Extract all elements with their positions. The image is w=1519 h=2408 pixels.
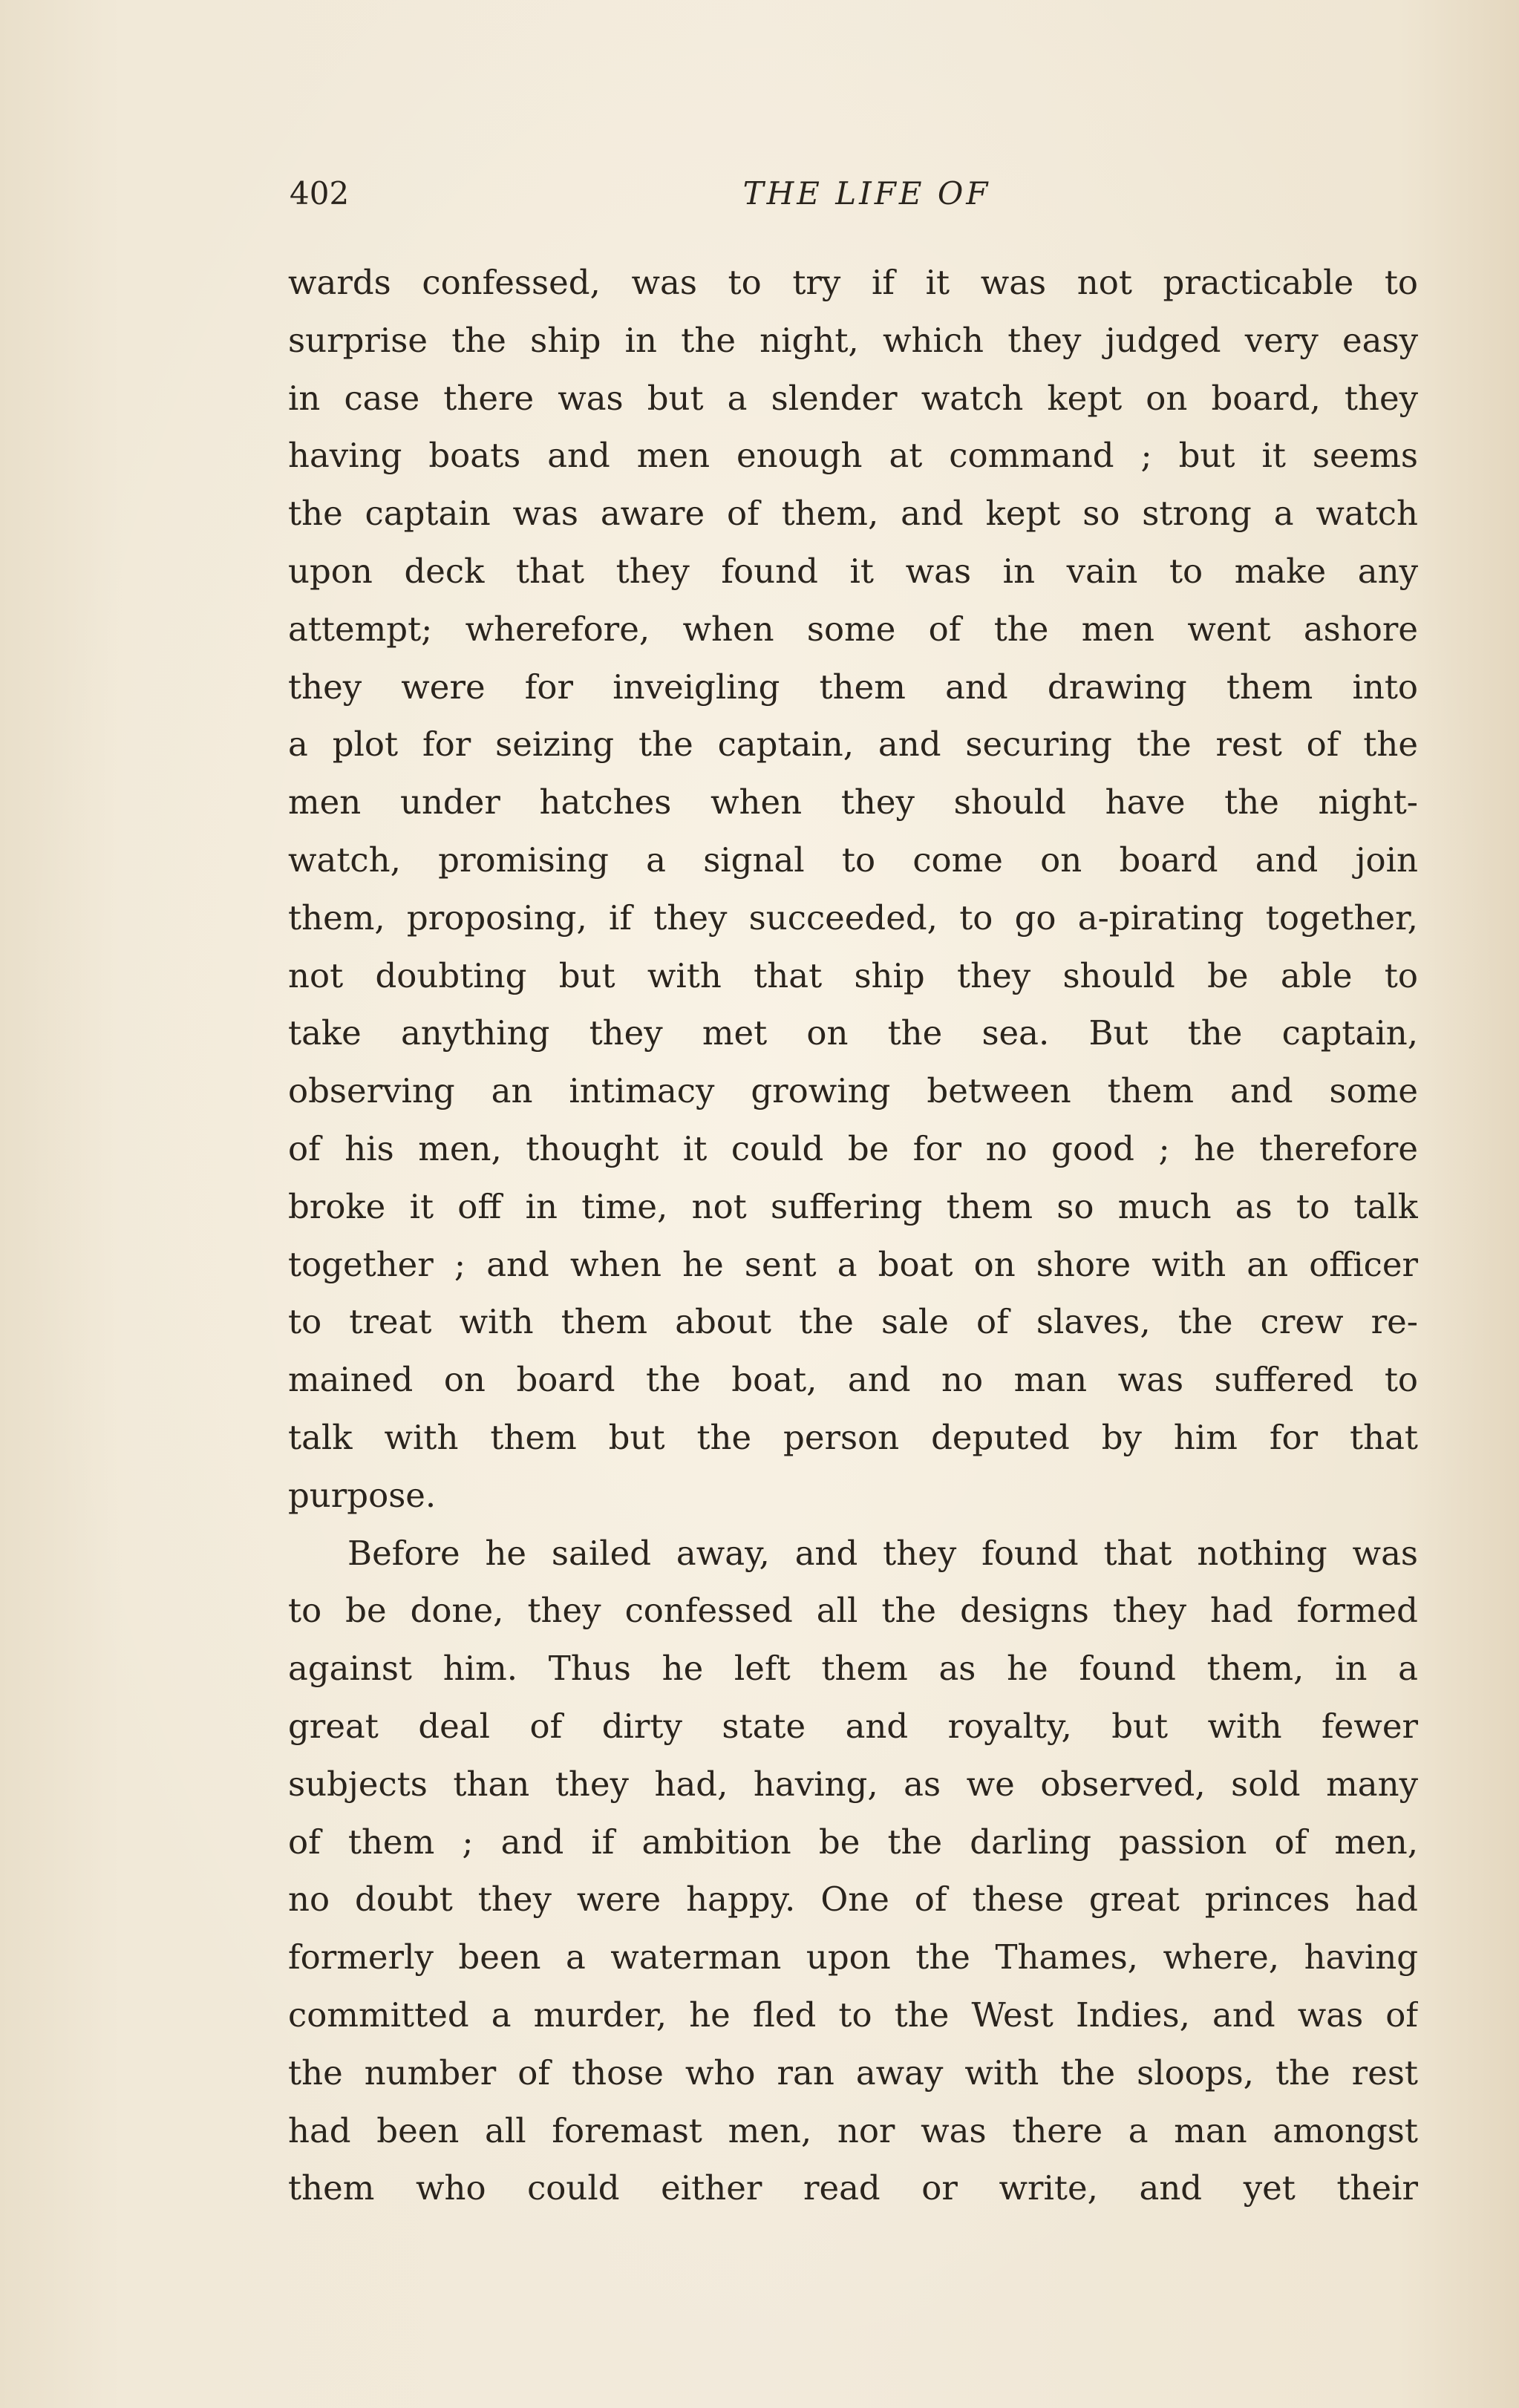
text-line: take anything they met on the sea. But the captain, — [288, 1013, 1418, 1053]
text-line: together ; and when he sent a boat on shore with an officer — [288, 1244, 1418, 1284]
text-line: the captain was aware of them, and kept so strong a watch — [288, 494, 1418, 534]
text-line: Before he sailed away, and they found that nothing was — [347, 1533, 1418, 1573]
text-line: purpose. — [288, 1475, 437, 1515]
text-line: against him. Thus he left them as he found them, in a — [288, 1649, 1418, 1689]
text-line: upon deck that they found it was in vain to make any — [288, 551, 1418, 591]
text-line: not doubting but with that ship they should be able to — [288, 955, 1418, 995]
text-line: subjects than they had, having, as we observed, sold many — [288, 1764, 1418, 1804]
text-line: talk with them but the person deputed by him for that — [288, 1417, 1418, 1457]
text-line: a plot for seizing the captain, and securing the rest of the — [288, 724, 1418, 765]
text-line: to treat with them about the sale of slaves, the crew re- — [288, 1302, 1418, 1342]
text-line: the number of those who ran away with the sloops, the rest — [288, 2052, 1418, 2093]
text-line: in case there was but a slender watch kept on board, they — [288, 378, 1418, 418]
text-line: them who could either read or write, and yet their — [288, 2168, 1418, 2208]
text-line: wards confessed, was to try if it was not practicable to — [288, 263, 1418, 302]
text-line: of his men, thought it could be for no good ; he therefore — [288, 1128, 1418, 1168]
text-line: men under hatches when they should have the night- — [288, 782, 1418, 822]
running-head: THE LIFE OF — [742, 175, 991, 212]
text-line: had been all foremast men, nor was there a man amongst — [288, 2110, 1418, 2150]
text-line: watch, promising a signal to come on board and join — [288, 840, 1418, 880]
text-line: committed a murder, he fled to the West Indies, and was of — [288, 1995, 1418, 2035]
body-text — [288, 254, 1418, 2217]
text-line: of them ; and if ambition be the darling passion of men, — [288, 1822, 1418, 1862]
text-line: no doubt they were happy. One of these great princes had — [288, 1879, 1418, 1920]
text-line: having boats and men enough at command ; but it seems — [288, 436, 1418, 476]
text-line: surprise the ship in the night, which they judged very easy — [288, 320, 1418, 360]
text-line: to be done, they confessed all the designs they had formed — [288, 1591, 1418, 1631]
page-number: 402 — [290, 175, 350, 212]
text-line: broke it off in time, not suffering them so much as to talk — [288, 1186, 1418, 1226]
text-line: attempt; wherefore, when some of the men went ashore — [288, 609, 1418, 649]
text-line: formerly been a waterman upon the Thames, where, having — [288, 1937, 1418, 1977]
text-line: mained on board the boat, and no man was suffered to — [288, 1360, 1418, 1400]
page-header — [290, 175, 1414, 220]
text-line: great deal of dirty state and royalty, but with fewer — [288, 1706, 1418, 1746]
text-line: they were for inveigling them and drawing them into — [288, 667, 1418, 707]
text-line: them, proposing, if they succeeded, to go a-pirating together, — [288, 897, 1418, 938]
text-line: observing an intimacy growing between them and some — [288, 1071, 1418, 1111]
